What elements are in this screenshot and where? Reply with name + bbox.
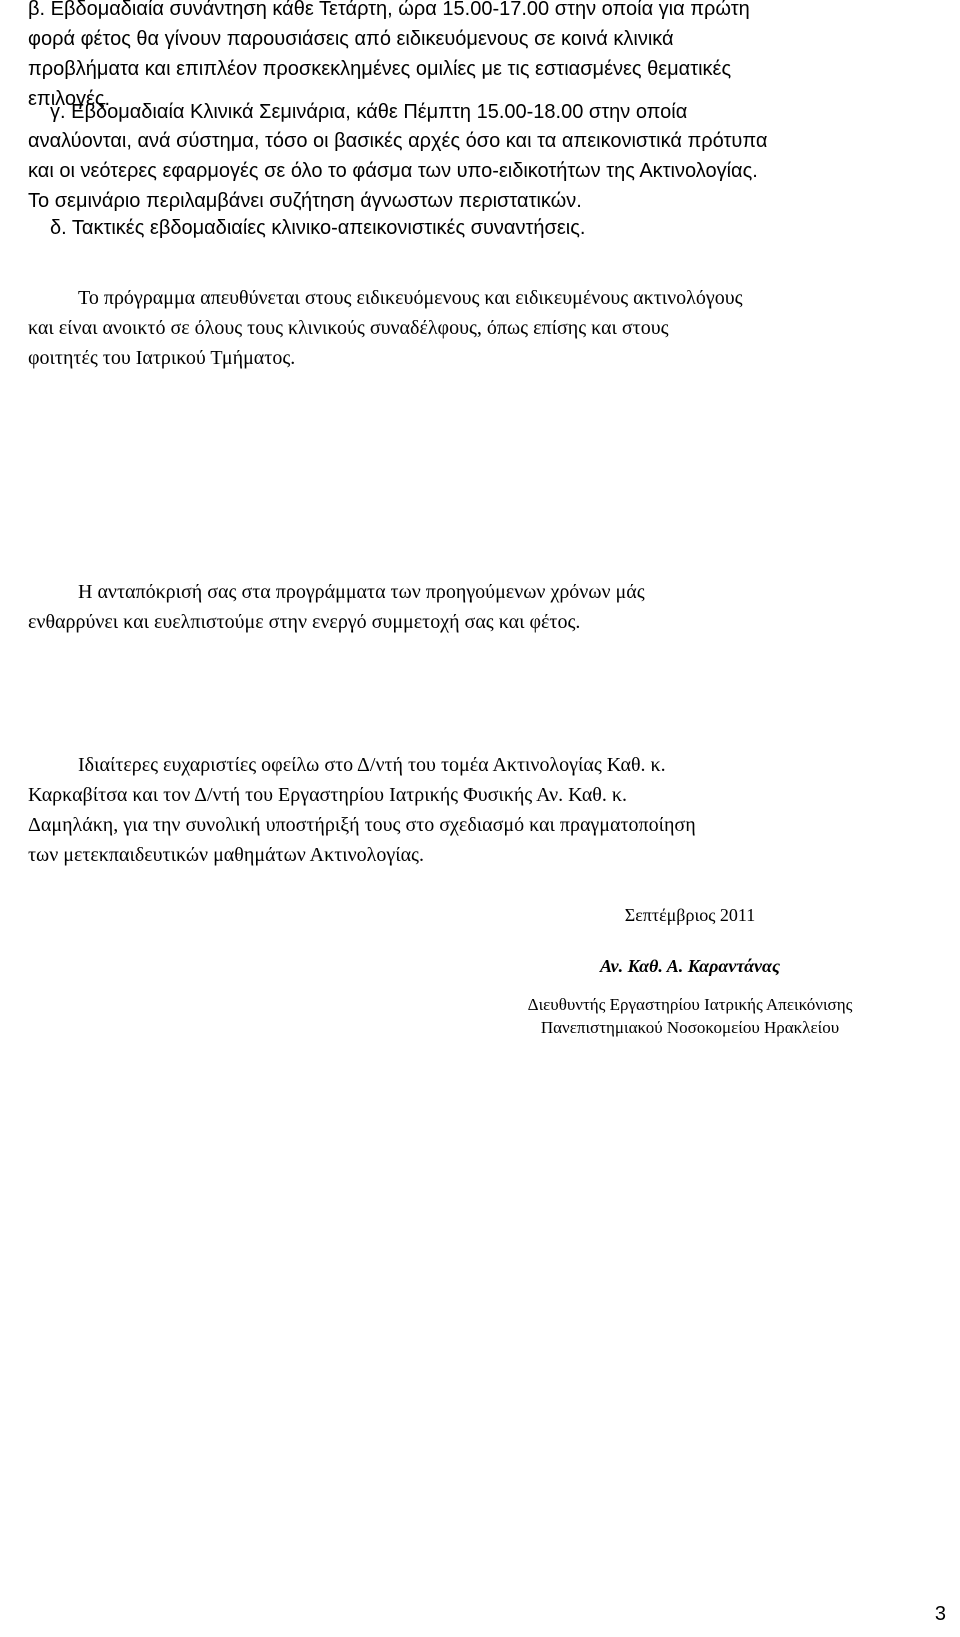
paragraph-audience-line: και είναι ανοικτό σε όλους τους κλινικούς συναδέλφους, όπως επίσης και στους bbox=[28, 317, 669, 339]
page-number: 3 bbox=[934, 1603, 946, 1625]
signature-role bbox=[460, 993, 920, 1039]
list-item-delta bbox=[50, 213, 950, 243]
list-item-gamma-line: αναλύονται, ανά σύστημα, τόσο οι βασικές αρχές όσο και τα απεικονιστικά πρότυπα bbox=[28, 130, 768, 152]
paragraph-closing-line: Η ανταπόκρισή σας στα προγράμματα των προηγούμενων χρόνων μάς bbox=[78, 581, 645, 603]
list-item-beta-line: προβλήματα και επιπλέον προσκεκλημένες ομιλίες με τις εστιασμένες θεματικές bbox=[28, 58, 732, 80]
paragraph-thanks-line: Καρκαβίτσα και τον Δ/ντή του Εργαστηρίου Ιατρικής Φυσικής Αν. Καθ. κ. bbox=[28, 784, 627, 806]
list-item-beta-line: β. Εβδομαδιαία συνάντηση κάθε Τετάρτη, ώρα 15.00-17.00 στην οποία για πρώτη bbox=[28, 0, 750, 20]
paragraph-closing bbox=[28, 577, 928, 637]
list-item-gamma-line: Το σεμινάριο περιλαμβάνει συζήτηση άγνωστων περιστατικών. bbox=[28, 190, 582, 212]
paragraph-audience-line: φοιτητές του Ιατρικού Τμήματος. bbox=[28, 347, 296, 369]
paragraph-thanks-line: Δαμηλάκη, για την συνολική υποστήριξή τους στο σχεδιασμό και πραγματοποίηση bbox=[28, 814, 696, 836]
list-item-delta-line: δ. Τακτικές εβδομαδιαίες κλινικο-απεικονιστικές συναντήσεις. bbox=[50, 217, 586, 239]
list-item-beta-line: φορά φέτος θα γίνουν παρουσιάσεις από ειδικευόμενους σε κοινά κλινικά bbox=[28, 28, 674, 50]
paragraph-closing-line: ενθαρρύνει και ευελπιστούμε στην ενεργό συμμετοχή σας και φέτος. bbox=[28, 611, 581, 633]
list-item-gamma-line: και οι νεότερες εφαρμογές σε όλο το φάσμα των υπο-ειδικοτήτων της Ακτινολογίας. bbox=[28, 160, 758, 182]
signature-role-line: Πανεπιστημιακού Νοσοκομείου Ηρακλείου bbox=[540, 1018, 840, 1037]
paragraph-audience-line: Το πρόγραμμα απευθύνεται στους ειδικευόμενους και ειδικευμένους ακτινολόγους bbox=[78, 287, 743, 309]
signature-date: Σεπτέμβριος 2011 bbox=[624, 905, 756, 925]
list-item-gamma-line: γ. Εβδομαδιαία Κλινικά Σεμινάρια, κάθε Πέμπτη 15.00-18.00 στην οποία bbox=[50, 101, 688, 123]
list-item-beta-line: επιλογές. bbox=[28, 88, 111, 110]
signature-name: Αν. Καθ. Α. Καραντάνας bbox=[599, 956, 781, 976]
paragraph-thanks-line: των μετεκπαιδευτικών μαθημάτων Ακτινολογίας. bbox=[28, 844, 424, 866]
paragraph-thanks-line: Ιδιαίτερες ευχαριστίες οφείλω στο Δ/ντή του τομέα Ακτινολογίας Καθ. κ. bbox=[78, 754, 666, 776]
list-item-gamma bbox=[50, 97, 950, 127]
paragraph-thanks bbox=[28, 750, 928, 870]
paragraph-audience bbox=[28, 283, 928, 373]
list-item-gamma-body bbox=[28, 126, 928, 216]
signature-role-line: Διευθυντής Εργαστηρίου Ιατρικής Απεικόνισης bbox=[527, 995, 853, 1014]
